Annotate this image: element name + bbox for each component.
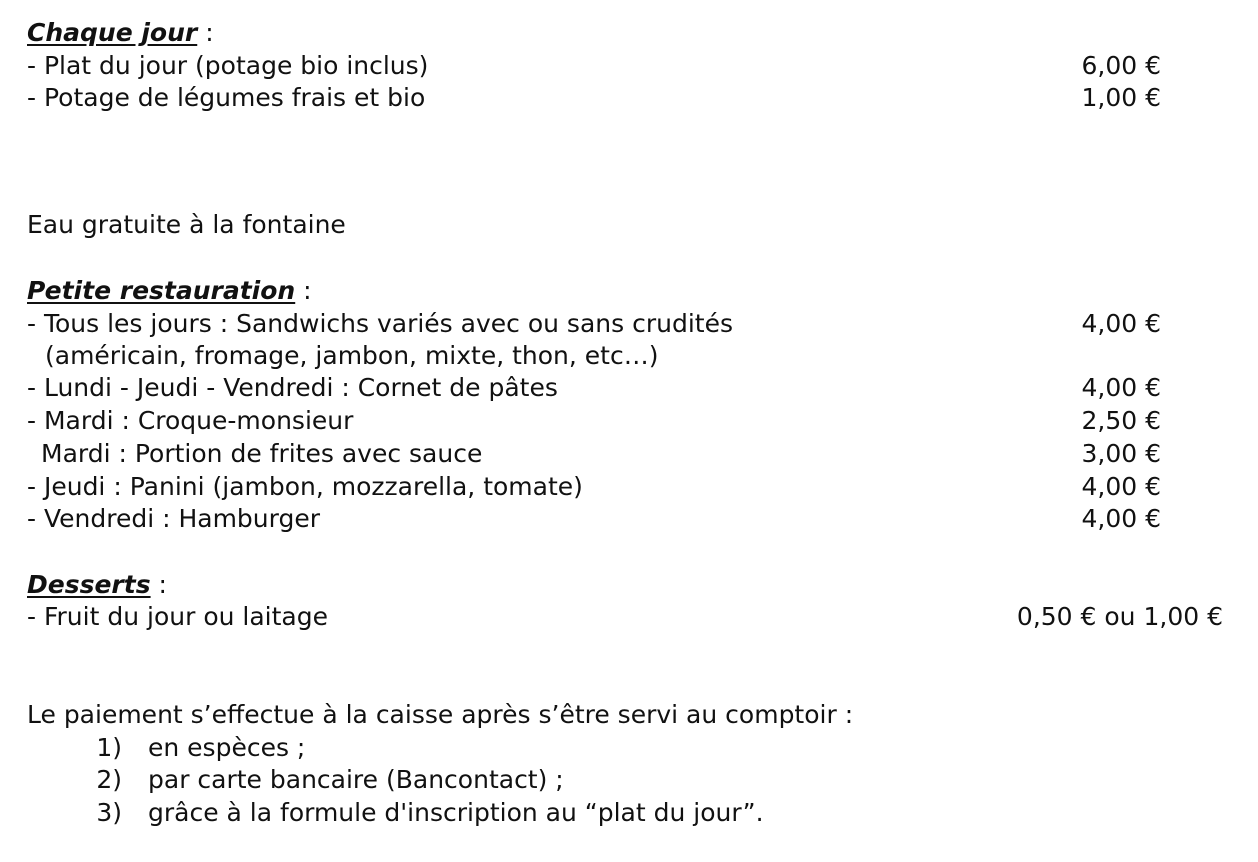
menu-item-price: 1,00 € [1081, 83, 1161, 112]
menu-item-label: Mardi : Portion de frites avec sauce [41, 439, 483, 468]
menu-item-price: 4,00 € [1081, 472, 1161, 501]
menu-item-price: 2,50 € [1081, 406, 1161, 435]
section-heading-chaque-jour [27, 17, 214, 49]
menu-item-price: 6,00 € [1081, 51, 1161, 80]
payment-option-text: en espèces ; [148, 733, 306, 762]
menu-item-price: 4,00 € [1081, 309, 1161, 338]
payment-option-text: par carte bancaire (Bancontact) ; [148, 765, 564, 794]
water-note: Eau gratuite à la fontaine [27, 210, 346, 239]
section-title-suffix: : [150, 570, 167, 599]
menu-item-detail: (américain, fromage, jambon, mixte, thon, etc…) [45, 341, 659, 370]
section-title: Desserts [27, 570, 151, 599]
menu-item-price: 0,50 € ou 1,00 € [1016, 602, 1223, 631]
menu-item-price: 4,00 € [1081, 504, 1161, 533]
payment-option [27, 797, 764, 829]
menu-item-label: - Mardi : Croque-monsieur [27, 406, 354, 435]
menu-item-label: - Fruit du jour ou laitage [27, 602, 328, 631]
payment-option [27, 764, 564, 796]
payment-option-number: 3) [96, 798, 122, 827]
payment-option-text: grâce à la formule d'inscription au “plat du jour”. [148, 798, 764, 827]
menu-item-price: 4,00 € [1081, 373, 1161, 402]
payment-option-number: 1) [96, 733, 122, 762]
payment-intro: Le paiement s’effectue à la caisse après s’être servi au comptoir : [27, 700, 854, 729]
menu-item-label: - Potage de légumes frais et bio [27, 83, 426, 112]
section-heading-desserts [27, 569, 167, 601]
menu-item-label: - Tous les jours : Sandwichs variés avec ou sans crudités [27, 309, 733, 338]
menu-item-label: - Lundi - Jeudi - Vendredi : Cornet de pâtes [27, 373, 558, 402]
menu-item-label: - Jeudi : Panini (jambon, mozzarella, tomate) [27, 472, 583, 501]
menu-item-price: 3,00 € [1081, 439, 1161, 468]
payment-option [27, 732, 305, 764]
section-title-suffix: : [197, 18, 214, 47]
menu-item-label: - Vendredi : Hamburger [27, 504, 321, 533]
section-title: Petite restauration [27, 276, 296, 305]
payment-option-number: 2) [96, 765, 122, 794]
section-title: Chaque jour [27, 18, 198, 47]
section-title-suffix: : [295, 276, 312, 305]
section-heading-petite-restauration [27, 275, 312, 307]
menu-item-label: - Plat du jour (potage bio inclus) [27, 51, 429, 80]
